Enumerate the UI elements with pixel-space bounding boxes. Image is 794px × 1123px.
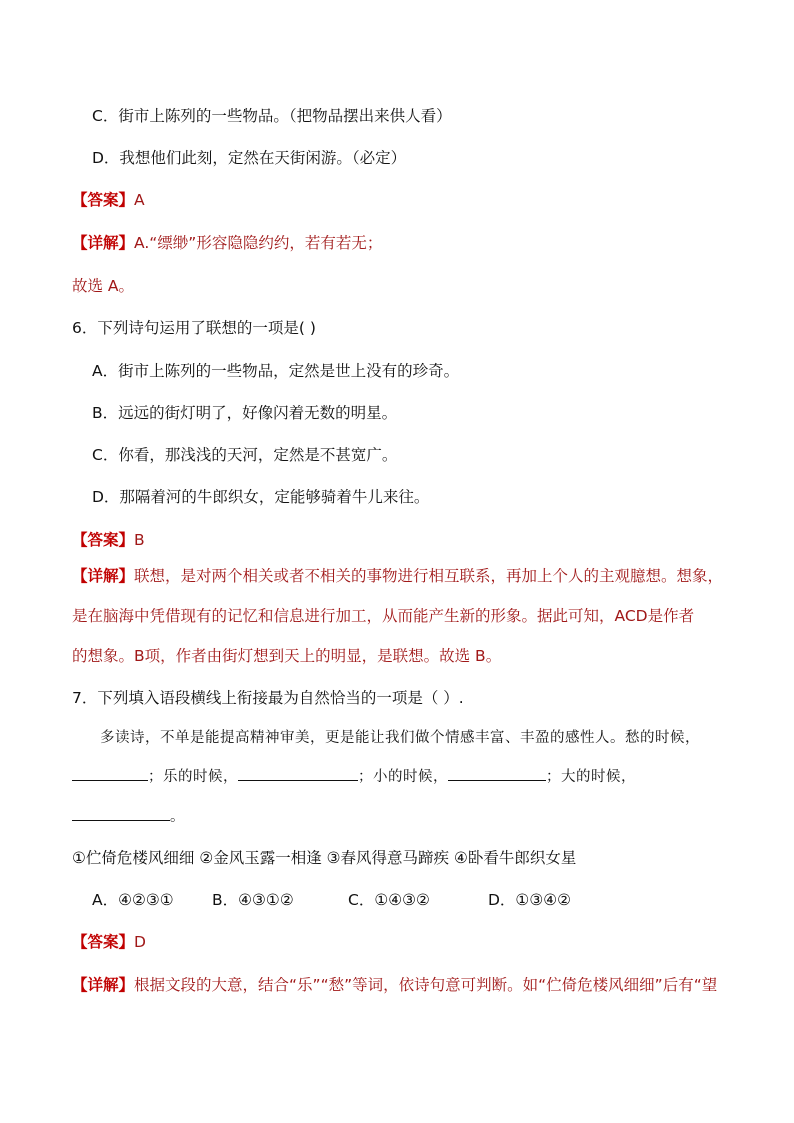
detail-tag: 【详解】 [72, 234, 135, 252]
q7-stem: 7．下列填入语段横线上衔接最为自然恰当的一项是（ ）. [72, 689, 464, 707]
q7-option-d: D．①③④② [488, 891, 572, 909]
q6-detail-line-1 [72, 566, 723, 586]
detail-text: 根据文段的大意，结合“乐”“愁”等词，依诗句意可判断。如“伫倚危楼风细细”后有“望 [134, 976, 718, 994]
detail-text: A.“缥缈”形容隐隐约约，若有若无； [134, 234, 383, 252]
fill-blank [238, 766, 358, 781]
detail-tag: 【详解】 [72, 976, 135, 994]
q7-answer-line [72, 932, 146, 952]
q7-passage-line-1: 多读诗，不单是能提高精神审美，更是能让我们做个情感丰富、丰盈的感性人。愁的时候， [100, 730, 700, 746]
answer-tag: 【答案】 [72, 531, 135, 549]
q7-choices: ①伫倚危楼风细细 ②金风玉露一相逢 ③春风得意马蹄疾 ④卧看牛郎织女星 [72, 849, 577, 867]
passage-segment: ；小的时候， [358, 769, 448, 785]
passage-segment: ；大的时候， [546, 769, 636, 785]
fill-blank [72, 806, 170, 821]
answer-value: D [134, 933, 146, 951]
passage-segment: ；乐的时候， [148, 769, 238, 785]
q5-conclusion: 故选 A。 [72, 277, 135, 295]
q6-answer-line [72, 530, 145, 550]
answer-value: A [134, 191, 145, 209]
q5-option-c: C．街市上陈列的一些物品。（把物品摆出来供人看） [92, 107, 452, 125]
q5-option-d: D．我想他们此刻，定然在天街闲游。（必定） [92, 149, 407, 167]
q5-answer-line [72, 190, 145, 210]
answer-tag: 【答案】 [72, 191, 135, 209]
q7-passage-line-3 [72, 806, 185, 827]
q6-detail-line-2: 是在脑海中凭借现有的记忆和信息进行加工，从而能产生新的形象。据此可知，ACD是作者 [72, 607, 695, 625]
q6-option-d: D．那隔着河的牛郎织女，定能够骑着牛儿来往。 [92, 488, 430, 506]
q6-option-c: C．你看，那浅浅的天河，定然是不甚宽广。 [92, 446, 398, 464]
q6-option-a: A．街市上陈列的一些物品，定然是世上没有的珍奇。 [92, 362, 460, 380]
q7-detail-line [72, 975, 717, 995]
fill-blank [448, 766, 546, 781]
fill-blank [72, 766, 148, 781]
answer-tag: 【答案】 [72, 933, 135, 951]
q7-passage-line-2 [72, 766, 636, 787]
q5-detail-line [72, 233, 382, 253]
answer-value: B [134, 531, 145, 549]
detail-text: 联想，是对两个相关或者不相关的事物进行相互联系，再加上个人的主观臆想。想象， [134, 567, 724, 585]
q6-stem: 6．下列诗句运用了联想的一项是( ) [72, 319, 316, 337]
passage-end: 。 [170, 809, 185, 825]
q6-detail-line-3: 的想象。B项，作者由街灯想到天上的明显，是联想。故选 B。 [72, 647, 502, 665]
q7-option-c: C．①④③② [348, 891, 430, 909]
q7-option-a: A．④②③① [92, 891, 174, 909]
detail-tag: 【详解】 [72, 567, 135, 585]
q7-option-b: B．④③①② [212, 891, 294, 909]
q6-option-b: B．远远的街灯明了，好像闪着无数的明星。 [92, 404, 398, 422]
